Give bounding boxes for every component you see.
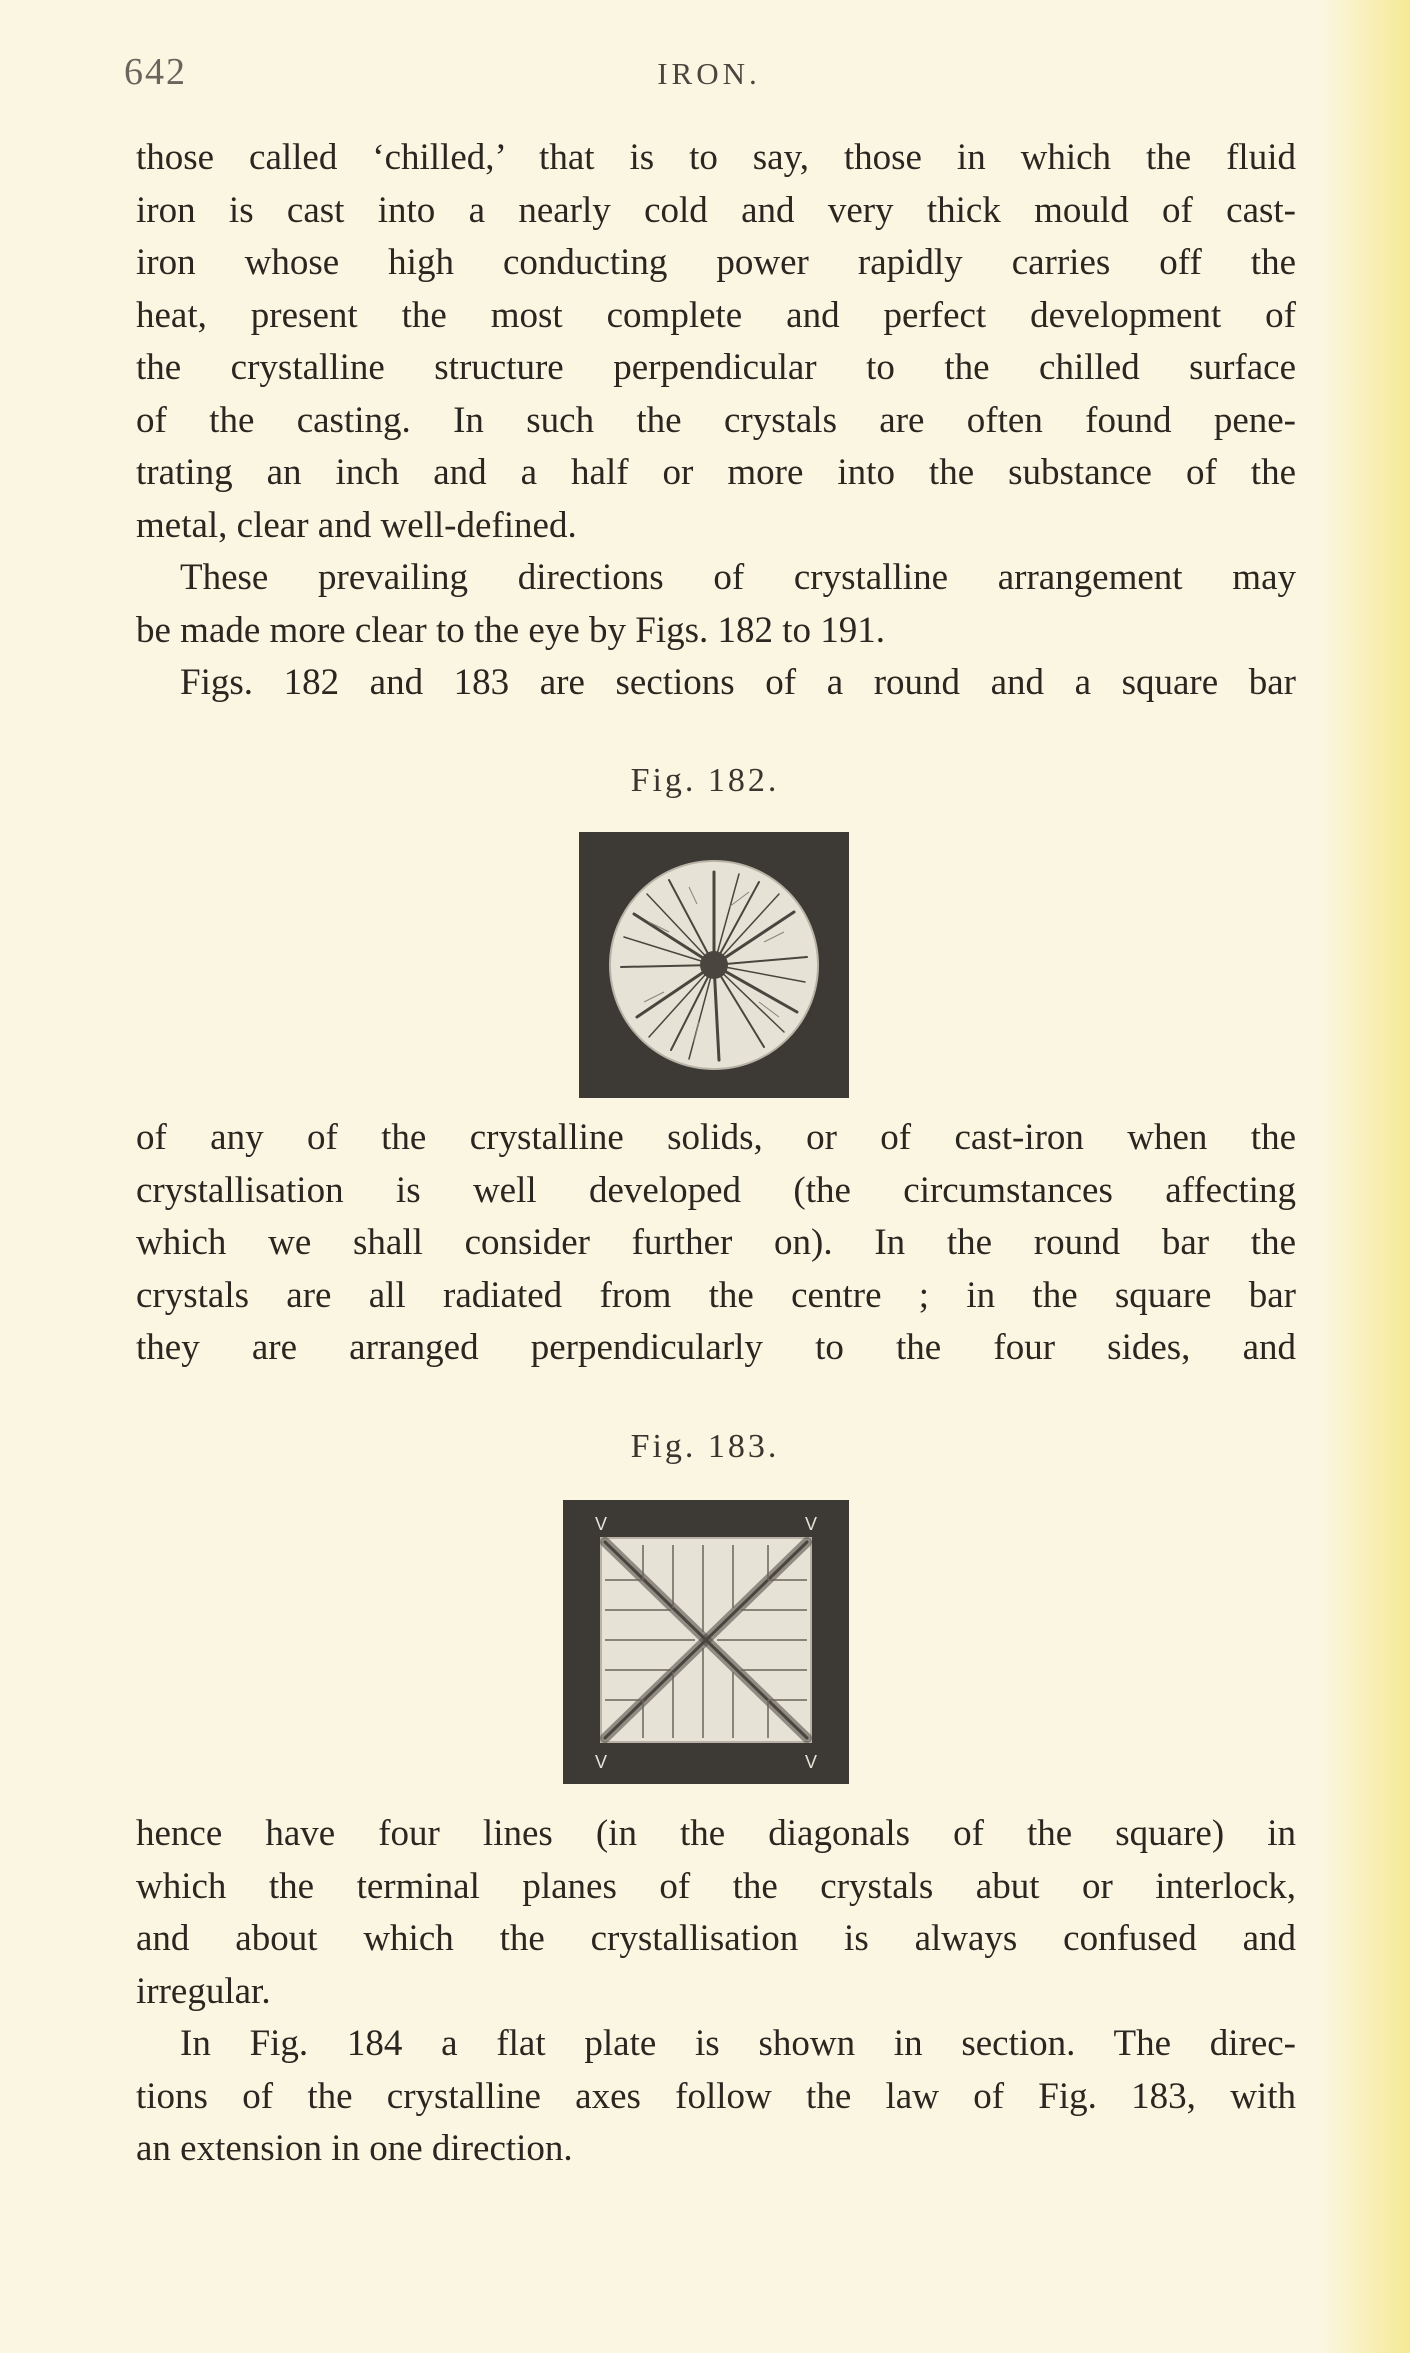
text-line: tions of the crystalline axes follow the law of Fig. 183, with (136, 2075, 1296, 2117)
text-line: trating an inch and a half or more into the substance of the (136, 452, 1296, 493)
text-line: which the terminal planes of the crystals abut or interlock, (136, 1865, 1296, 1907)
paragraph-round-square-bar (136, 1112, 1296, 1375)
paragraph-chilled-castings (136, 132, 1296, 552)
text-line: These prevailing directions of crystalline arrangement may (180, 557, 1296, 598)
text-line: In Fig. 184 a flat plate is shown in section. The direc- (180, 2023, 1296, 2064)
fig-182-illustration (579, 832, 849, 1098)
paragraph-prevailing-directions (136, 552, 1296, 657)
text-line: an extension in one direction. (136, 2128, 573, 2169)
paragraph-flat-plate (136, 2018, 1296, 2176)
text-line: crystals are all radiated from the centre ; in the square bar (136, 1274, 1296, 1316)
text-line: of the casting. In such the crystals are often found pene- (136, 399, 1296, 441)
corner-mark: V (805, 1514, 818, 1534)
fig-182-caption: Fig. 182. (630, 762, 780, 799)
paragraph-four-lines (136, 1808, 1296, 2018)
fig-183-caption: Fig. 183. (630, 1428, 780, 1465)
fig-183-illustration (563, 1500, 849, 1784)
text-line: be made more clear to the eye by Figs. 182 to 191. (136, 609, 886, 651)
corner-mark: V (805, 1752, 818, 1772)
text-line: irregular. (136, 1970, 271, 2012)
paragraph-figs-182-183 (136, 657, 1296, 710)
page-number: 642 (124, 51, 187, 93)
text-line: iron whose high conducting power rapidly carries off the (136, 242, 1296, 283)
text-line: Figs. 182 and 183 are sections of a round and a square bar (180, 662, 1296, 703)
fig-183-square-bar-section (563, 1500, 849, 1784)
page-header (124, 50, 1294, 110)
text-line: and about which the crystallisation is always confused and (136, 1918, 1296, 1959)
text-line: heat, present the most complete and perfect development of (136, 294, 1296, 336)
text-line: the crystalline structure perpendicular to the chilled surface (136, 347, 1296, 388)
text-line: metal, clear and well-defined. (136, 504, 577, 546)
text-line: they are arranged perpendicularly to the four sides, and (136, 1327, 1296, 1368)
corner-mark: V (595, 1514, 608, 1534)
page-edge-shading (1320, 0, 1410, 2353)
text-line: iron is cast into a nearly cold and very thick mould of cast- (136, 189, 1296, 231)
corner-mark: V (595, 1752, 608, 1772)
running-head: IRON. (657, 56, 761, 91)
text-line: hence have four lines (in the diagonals of the square) in (136, 1813, 1296, 1854)
text-line: which we shall consider further on). In the round bar the (136, 1222, 1296, 1263)
text-line: crystallisation is well developed (the circumstances affecting (136, 1169, 1296, 1211)
text-line: of any of the crystalline solids, or of cast-iron when the (136, 1117, 1296, 1158)
fig-182-round-bar-section (579, 832, 849, 1098)
text-line: those called ‘chilled,’ that is to say, those in which the fluid (136, 137, 1296, 178)
